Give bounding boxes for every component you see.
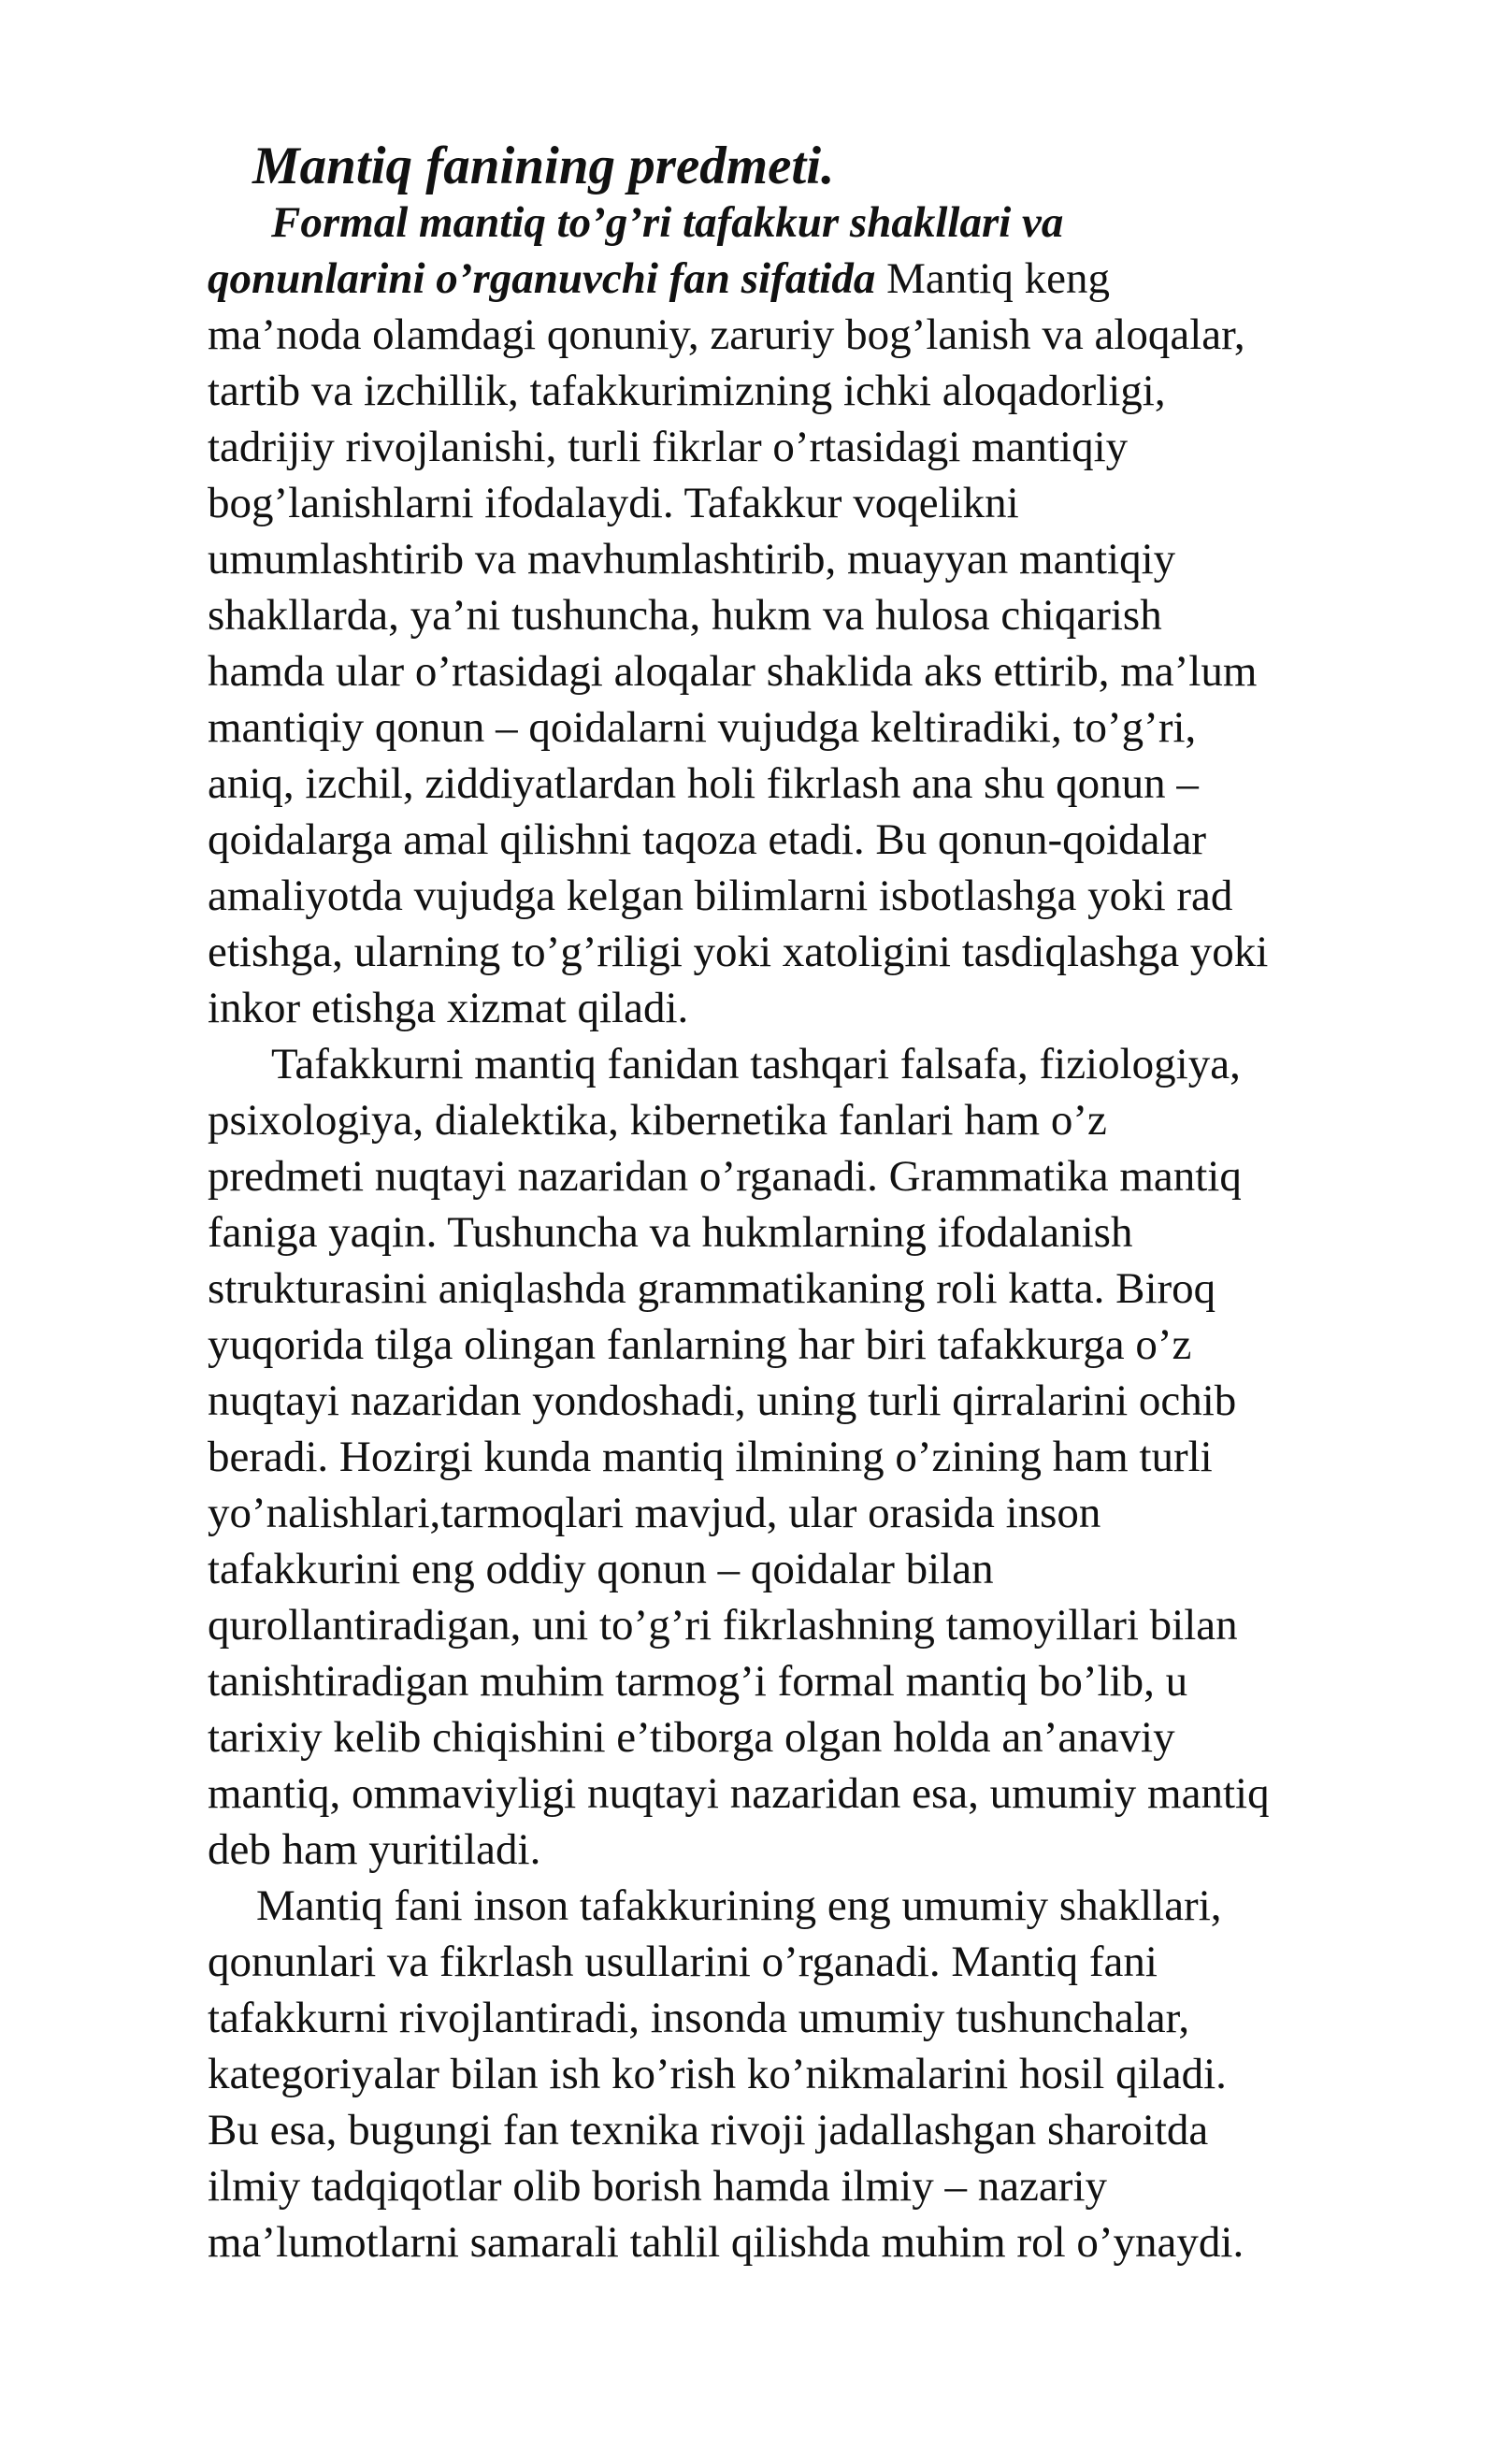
text-line: qurollantiradigan, uni to’g’ri fikrlashning tamoyillari bilan xyxy=(208,1601,1238,1650)
text-line: nuqtayi nazaridan yondoshadi, uning turli qirralarini ochib xyxy=(208,1376,1237,1425)
text-line: tadrijiy rivojlanishi, turli fikrlar o’rtasidagi mantiqiy xyxy=(208,423,1129,471)
text-line: qonunlari va fikrlash usullarini o’rganadi. Mantiq fani xyxy=(208,1938,1158,1986)
text-line: yuqorida tilga olingan fanlarning har biri tafakkurga o’z xyxy=(208,1320,1192,1369)
text-line: tafakkurini eng oddiy qonun – qoidalar bilan xyxy=(208,1545,994,1593)
text-line: hamda ular o’rtasidagi aloqalar shaklida aks ettirib, ma’lum xyxy=(208,647,1258,696)
text-line: kategoriyalar bilan ish ko’rish ko’nikmalarini hosil qiladi. xyxy=(208,2050,1227,2098)
page-title: Mantiq fanining predmeti. xyxy=(252,137,835,195)
text-line: Mantiq fani inson tafakkurining eng umumiy shakllari, xyxy=(256,1881,1222,1930)
text-line: inkor etishga xizmat qiladi. xyxy=(208,984,689,1032)
text-line: aniq, izchil, ziddiyatlardan holi fikrlash ana shu qonun – xyxy=(208,759,1199,808)
text-line: yo’nalishlari,tarmoqlari mavjud, ular orasida inson xyxy=(208,1489,1101,1537)
paragraph-3 xyxy=(208,1878,1423,2270)
paragraph-lead-line xyxy=(208,195,1423,251)
text-line: tanishtiradigan muhim tarmog’i formal mantiq bo’lib, u xyxy=(208,1657,1188,1706)
paragraph-2 xyxy=(208,1036,1423,1878)
text-line: tartib va izchillik, tafakkurimizning ichki aloqadorligi, xyxy=(208,367,1166,415)
text-line: beradi. Hozirgi kunda mantiq ilmining o’zining ham turli xyxy=(208,1433,1213,1481)
document-body xyxy=(208,138,1423,2270)
text-line: predmeti nuqtayi nazaridan o’rganadi. Grammatika mantiq xyxy=(208,1152,1242,1201)
emphasis-text: Formal mantiq to’g’ri tafakkur shakllari va xyxy=(271,198,1064,247)
paragraph-1 xyxy=(208,195,1423,1036)
text-line: Bu esa, bugungi fan texnika rivoji jadallashgan sharoitda xyxy=(208,2106,1209,2154)
text-line: qoidalarga amal qilishni taqoza etadi. Bu qonun-qoidalar xyxy=(208,815,1207,864)
text-line: mantiqiy qonun – qoidalarni vujudga keltiradiki, to’g’ri, xyxy=(208,703,1197,752)
text-line: faniga yaqin. Tushuncha va hukmlarning ifodalanish xyxy=(208,1208,1133,1257)
text-line: mantiq, ommaviyligi nuqtayi nazaridan esa, umumiy mantiq xyxy=(208,1769,1270,1818)
text-line: shakllarda, ya’ni tushuncha, hukm va hulosa chiqarish xyxy=(208,591,1162,640)
text-line: ma’noda olamdagi qonuniy, zaruriy bog’lanish va aloqalar, xyxy=(208,310,1245,359)
paragraph-lead-line xyxy=(208,251,1423,307)
text-line: tafakkurni rivojlantiradi, insonda umumiy tushunchalar, xyxy=(208,1994,1190,2042)
text-line: etishga, ularning to’g’riligi yoki xatoligini tasdiqlashga yoki xyxy=(208,928,1269,976)
text-line: deb ham yuritiladi. xyxy=(208,1825,541,1874)
text-line: bog’lanishlarni ifodalaydi. Tafakkur voqelikni xyxy=(208,479,1019,527)
emphasis-text: qonunlarini o’rganuvchi fan sifatida xyxy=(208,254,876,303)
text-line: psixologiya, dialektika, kibernetika fanlari ham o’z xyxy=(208,1096,1107,1145)
text-line: Tafakkurni mantiq fanidan tashqari falsafa, fiziologiya, xyxy=(271,1040,1241,1088)
text-line: tarixiy kelib chiqishini e’tiborga olgan holda an’anaviy xyxy=(208,1713,1175,1762)
text-line: strukturasini aniqlashda grammatikaning roli katta. Biroq xyxy=(208,1264,1216,1313)
text-line: umumlashtirib va mavhumlashtirib, muayyan mantiqiy xyxy=(208,535,1176,584)
text-line: ma’lumotlarni samarali tahlil qilishda muhim rol o’ynaydi. xyxy=(208,2218,1244,2267)
text-line: amaliyotda vujudga kelgan bilimlarni isbotlashga yoki rad xyxy=(208,872,1233,920)
text-line: ilmiy tadqiqotlar olib borish hamda ilmiy – nazariy xyxy=(208,2162,1108,2211)
body-text: Mantiq keng xyxy=(875,254,1110,303)
